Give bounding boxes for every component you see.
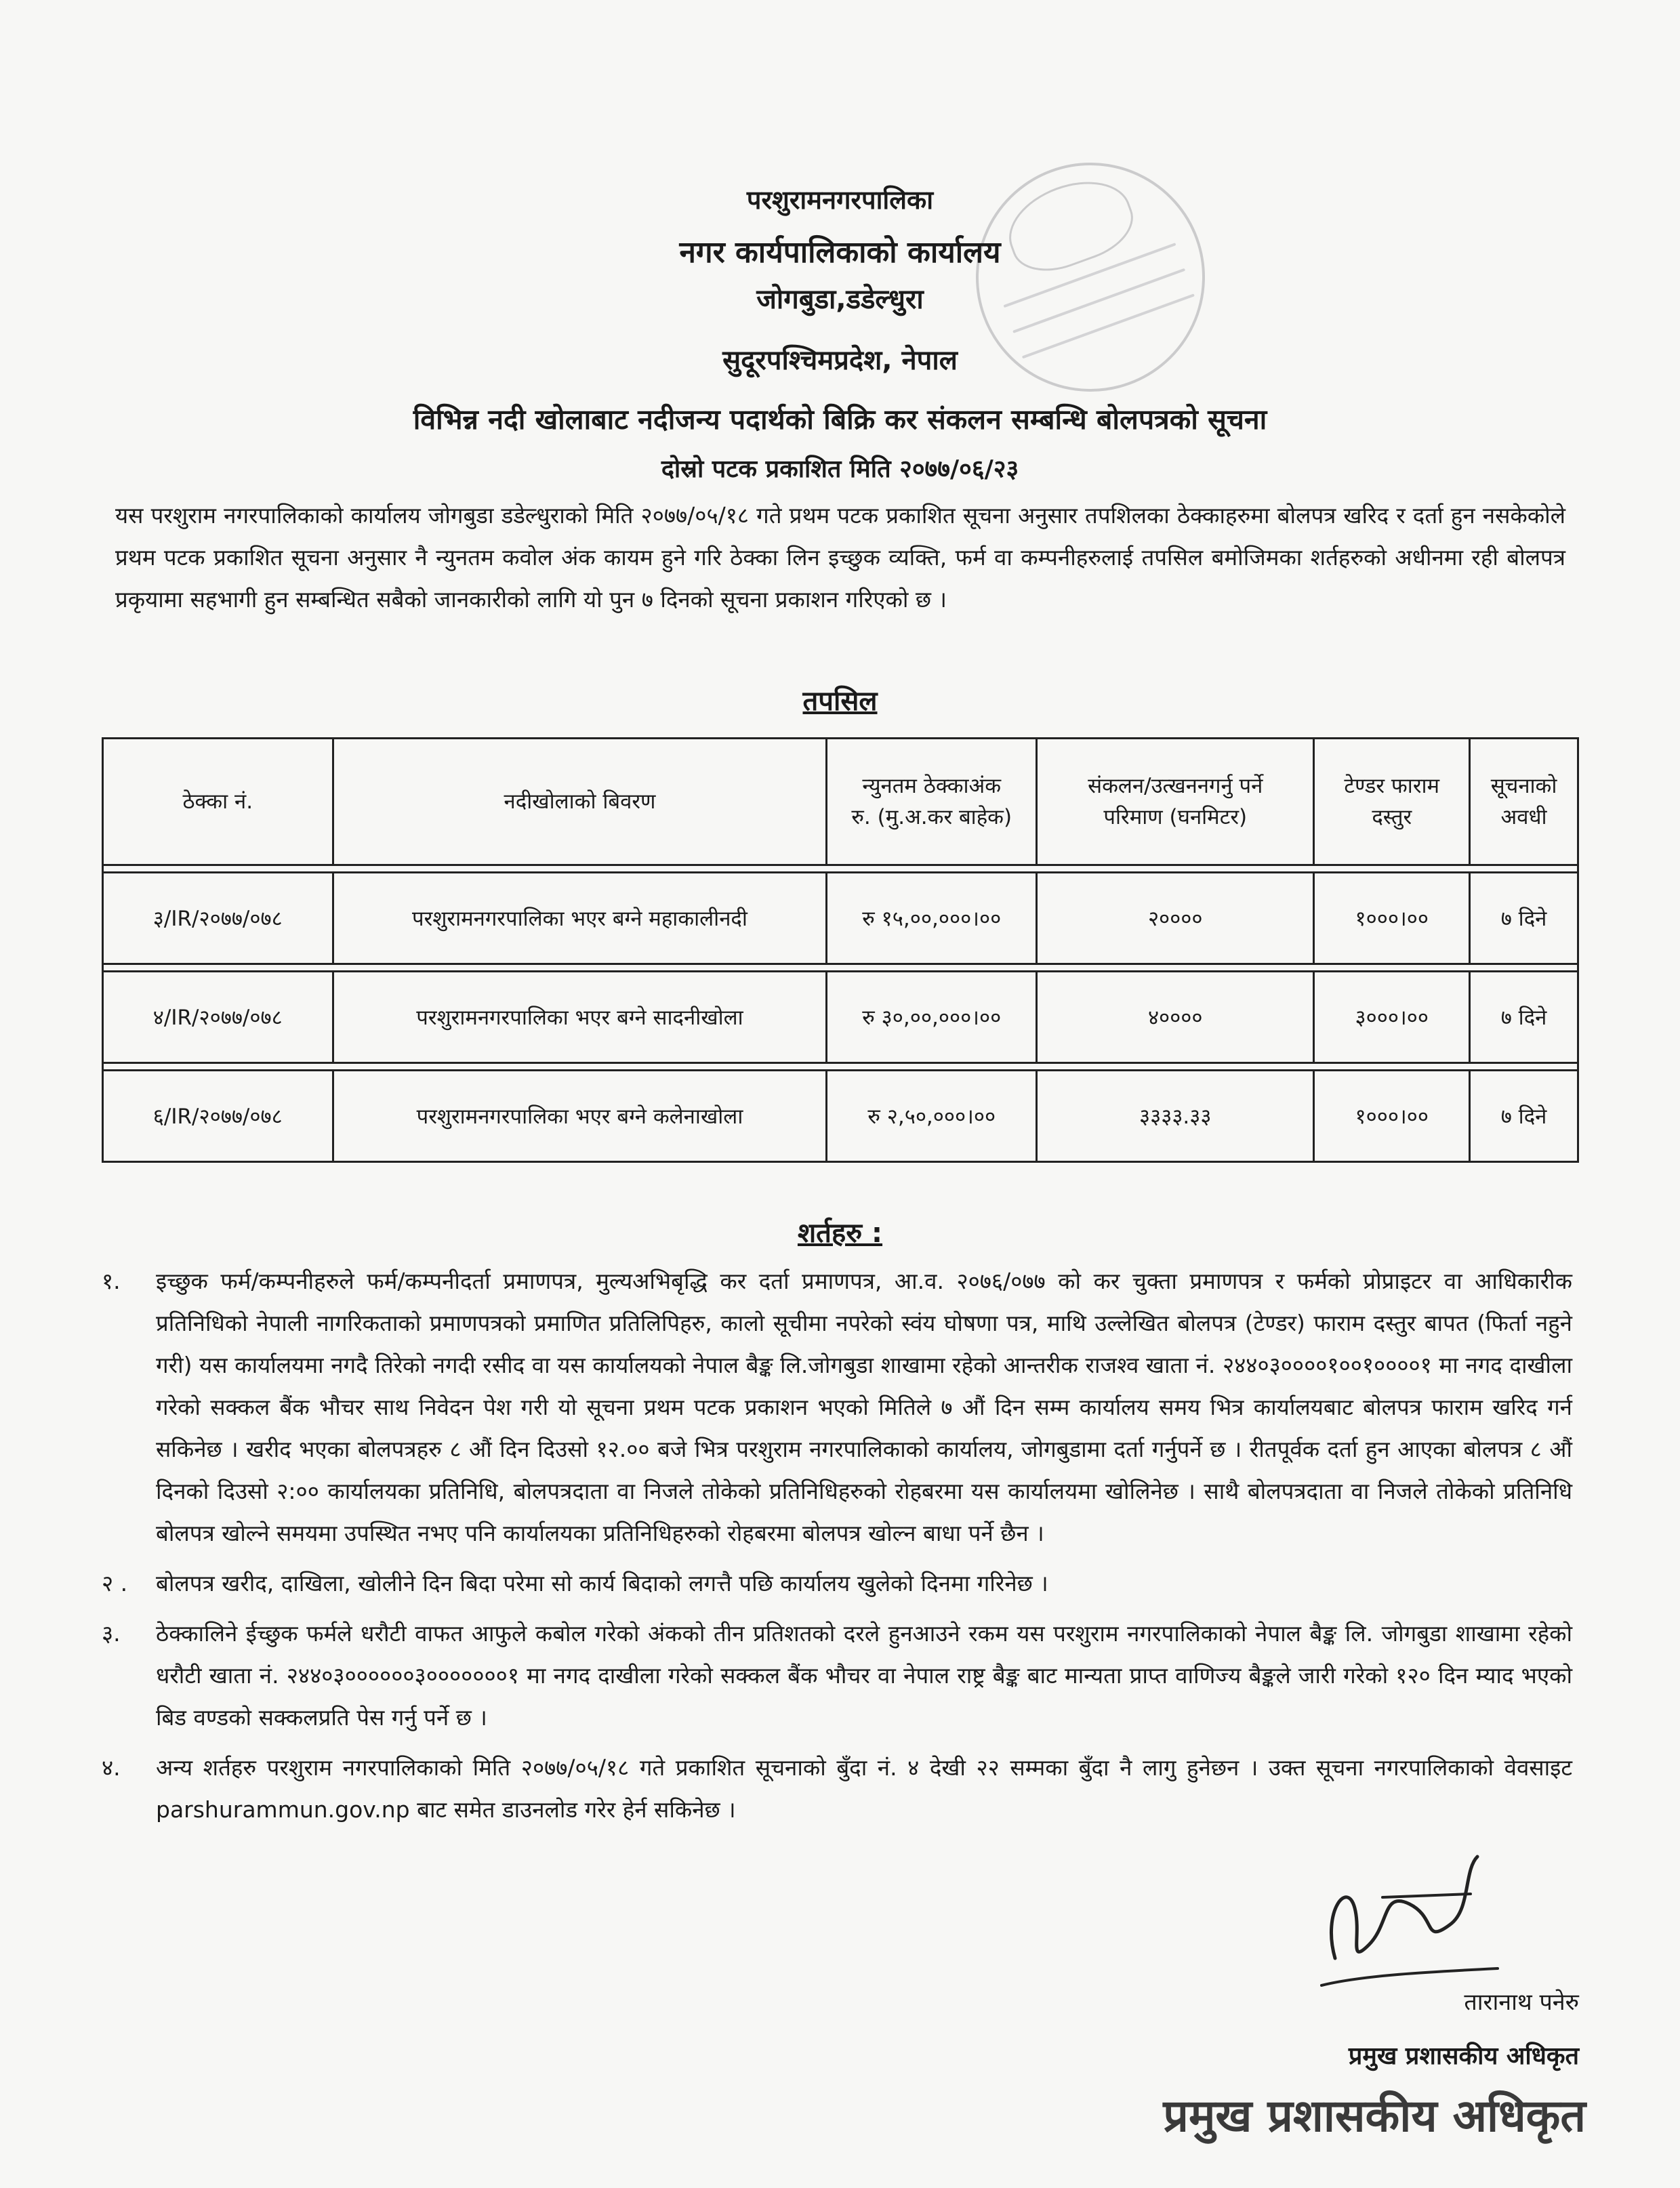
header-tender-fee-line2: दस्तुर (1372, 805, 1412, 829)
municipality-name: परशुरामनगरपालिका (746, 185, 934, 215)
publish-date: दोस्रो पटक प्रकाशित मिति २०७७/०६/२३ (661, 455, 1019, 483)
condition-item (102, 1260, 1572, 1554)
cell-tender-fee: १०००।०० (1314, 1071, 1470, 1162)
cell-min-amount: रु ३०,००,०००।०० (827, 972, 1037, 1063)
cell-notice-period: ७ दिने (1470, 873, 1578, 964)
cell-quantity: ३३३३.३३ (1037, 1071, 1314, 1162)
condition-number: ४. (102, 1754, 121, 1781)
header-river-description: नदीखोलाको बिवरण (333, 739, 827, 865)
official-seal (943, 130, 1237, 424)
table-row (103, 1071, 1578, 1162)
header-min-amount-line1: न्युनतम ठेक्काअंक (862, 774, 1002, 798)
condition-text: बोलपत्र खरीद, दाखिला, खोलीने दिन बिदा परेमा सो कार्य बिदाको लगत्तै पछि कार्यालय खुलेको दिनमा गरिनेछ । (156, 1570, 1048, 1596)
cell-min-amount: रु २,५०,०००।०० (827, 1071, 1037, 1162)
notice-subject: विभिन्न नदी खोलाबाट नदीजन्य पदार्थको बिक्रि कर संकलन सम्बन्धि बोलपत्रको सूचना (413, 403, 1267, 436)
header-tender-fee-line1: टेण्डर फाराम (1344, 774, 1440, 798)
cell-contract-no: ६/IR/२०७७/०७८ (103, 1071, 333, 1162)
cell-notice-period: ७ दिने (1470, 972, 1578, 1063)
header-quantity-line2: परिमाण (घनमिटर) (1103, 805, 1248, 829)
header-min-amount (827, 739, 1037, 865)
intro-paragraph: यस परशुराम नगरपालिकाको कार्यालय जोगबुडा डडेल्धुराको मिति २०७७/०५/१८ गते प्रथम पटक प्रकाशित सूचना अनुसार तपशिलका ठेक्काहरुमा बोलपत्र खरिद र दर्ता हुन नसकेकोले प्रथम पटक प्रकाशित सूचना अनुसार नै न्युनतम कवोल अंक कायम हुने गरि ठेक्का लिन इच्छुक व्यक्ति, फर्म वा कम्पनीहरुलाई तपसिल बमोजिमका शर्तहरुको अधीनमा रही बोलपत्र प्रकृयामा सहभागी हुन सम्बन्धित सबैको जानकारीको लागि यो पुन ७ दिनको सूचना प्रकाशन गरिएको छ । (115, 502, 1565, 613)
header-contract-no: ठेक्का नं. (103, 739, 333, 865)
province-country: सुदूरपश्चिमप्रदेश, नेपाल (722, 345, 958, 376)
table-row (103, 873, 1578, 964)
cell-notice-period: ७ दिने (1470, 1071, 1578, 1162)
header-min-amount-line2: रु. (मु.अ.कर बाहेक) (851, 805, 1012, 829)
cell-min-amount: रु १५,००,०००।०० (827, 873, 1037, 964)
cell-river: परशुरामनगरपालिका भएर बग्ने कलेनाखोला (333, 1071, 827, 1162)
cell-quantity: २०००० (1037, 873, 1314, 964)
condition-item (102, 1563, 1572, 1605)
office-location: जोगबुडा,डडेल्धुरा (756, 284, 924, 315)
table-row (103, 972, 1578, 1063)
handwritten-signature (1308, 1830, 1511, 2006)
cell-river: परशुरामनगरपालिका भएर बग्ने सादनीखोला (333, 972, 827, 1063)
condition-item (102, 1747, 1572, 1831)
cell-contract-no: ३/IR/२०७७/०७८ (103, 873, 333, 964)
condition-number: १. (102, 1268, 121, 1294)
header-notice-period (1470, 739, 1578, 865)
cell-tender-fee: ३०००।०० (1314, 972, 1470, 1063)
condition-text: अन्य शर्तहरु परशुराम नगरपालिकाको मिति २०७७/०५/१८ गते प्रकाशित सूचनाको बुँदा नं. ४ देखी २२ सम्मका बुँदा नै लागु हुनेछन । उक्त सूचना नगरपालिकाको वेवसाइट parshurammun.gov.np बाट समेत डाउनलोड गरेर हेर्न सकिनेछ । (156, 1754, 1572, 1823)
cell-river: परशुरामनगरपालिका भएर बग्ने महाकालीनदी (333, 873, 827, 964)
cell-tender-fee: १०००।०० (1314, 873, 1470, 964)
office-name: नगर कार्यपालिकाको कार्यालय (679, 235, 1001, 270)
condition-number: २ . (102, 1570, 128, 1596)
cell-contract-no: ४/IR/२०७७/०७८ (103, 972, 333, 1063)
header-notice-period-line2: अवधी (1500, 805, 1547, 829)
signatory-name: तारानाथ पनेरु (1464, 1989, 1579, 2016)
conditions-list (102, 1260, 1572, 1839)
header-tender-fee (1314, 739, 1470, 865)
signatory-title: प्रमुख प्रशासकीय अधिकृत (1348, 2042, 1579, 2070)
header-notice-period-line1: सूचनाको (1490, 774, 1557, 798)
designation-stamp: प्रमुख प्रशासकीय अधिकृत (1163, 2089, 1586, 2142)
conditions-heading: शर्तहरु : (797, 1218, 883, 1249)
contracts-table (102, 737, 1579, 1163)
cell-quantity: ४०००० (1037, 972, 1314, 1063)
header-quantity (1037, 739, 1314, 865)
details-heading: तपसिल (802, 686, 878, 717)
condition-text: इच्छुक फर्म/कम्पनीहरुले फर्म/कम्पनीदर्ता प्रमाणपत्र, मुल्यअभिबृद्धि कर दर्ता प्रमाणपत्र, आ.व. २०७६/०७७ को कर चुक्ता प्रमाणपत्र र फर्मको प्रोप्राइटर वा आधिकारीक प्रतिनिधिको नेपाली नागरिकताको प्रमाणपत्रको प्रमाणित प्रतिलिपिहरु, कालो सूचीमा नपरेको स्वंय घोषणा पत्र, माथि उल्लेखित बोलपत्र (टेण्डर) फाराम दस्तुर बापत (फिर्ता नहुने गरी) यस कार्यालयमा नगदै तिरेको नगदी रसीद वा यस कार्यालयको नेपाल बैङ्क लि.जोगबुडा शाखामा रहेको आन्तरीक राजश्व खाता नं. २४४०३००००१००१००००१ मा नगद दाखीला गरेको सक्कल बैंक भौचर साथ निवेदन पेश गरी यो सूचना प्रथम पटक प्रकाशन भएको मितिले ७ औं दिन सम्म कार्यालय समय भित्र कार्यालयबाट बोलपत्र फाराम खरिद गर्न सकिनेछ । खरीद भएका बोलपत्रहरु ८ औं दिन दिउसो १२.०० बजे भित्र परशुराम नगरपालिकाको कार्यालय, जोगबुडामा दर्ता गर्नुपर्ने छ । रीतपूर्वक दर्ता हुन आएका बोलपत्र ८ औं दिनको दिउसो २:०० कार्यालयका प्रतिनिधि, बोलपत्रदाता वा निजले तोकेको प्रतिनिधिहरुको रोहबरमा यस कार्यालयमा खोलिनेछ । साथै बोलपत्रदाता वा निजले तोकेको प्रतिनिधि बोलपत्र खोल्ने समयमा उपस्थित नभए पनि कार्यालयका प्रतिनिधिहरुको रोहबरमा बोलपत्र खोल्न बाधा पर्ने छैन । (156, 1268, 1572, 1546)
condition-item (102, 1613, 1572, 1739)
condition-text: ठेक्कालिने ईच्छुक फर्मले धरौटी वाफत आफुले कबोल गरेको अंकको तीन प्रतिशतको दरले हुनआउने रकम यस परशुराम नगरपालिकाको नेपाल बैङ्क लि. जोगबुडा शाखामा रहेको धरौटी खाता नं. २४४०३००००००३०००००००१ मा नगद दाखीला गरेको सक्कल बैंक भौचर वा नेपाल राष्ट्र बैङ्क बाट मान्यता प्राप्त वाणिज्य बैङ्कले जारी गरेको १२० दिन म्याद भएको बिड वण्डको सक्कलप्रति पेस गर्नु पर्ने छ । (156, 1620, 1572, 1731)
table-header-row (103, 739, 1578, 865)
header-quantity-line1: संकलन/उत्खननगर्नु पर्ने (1088, 774, 1263, 798)
condition-number: ३. (102, 1620, 121, 1647)
